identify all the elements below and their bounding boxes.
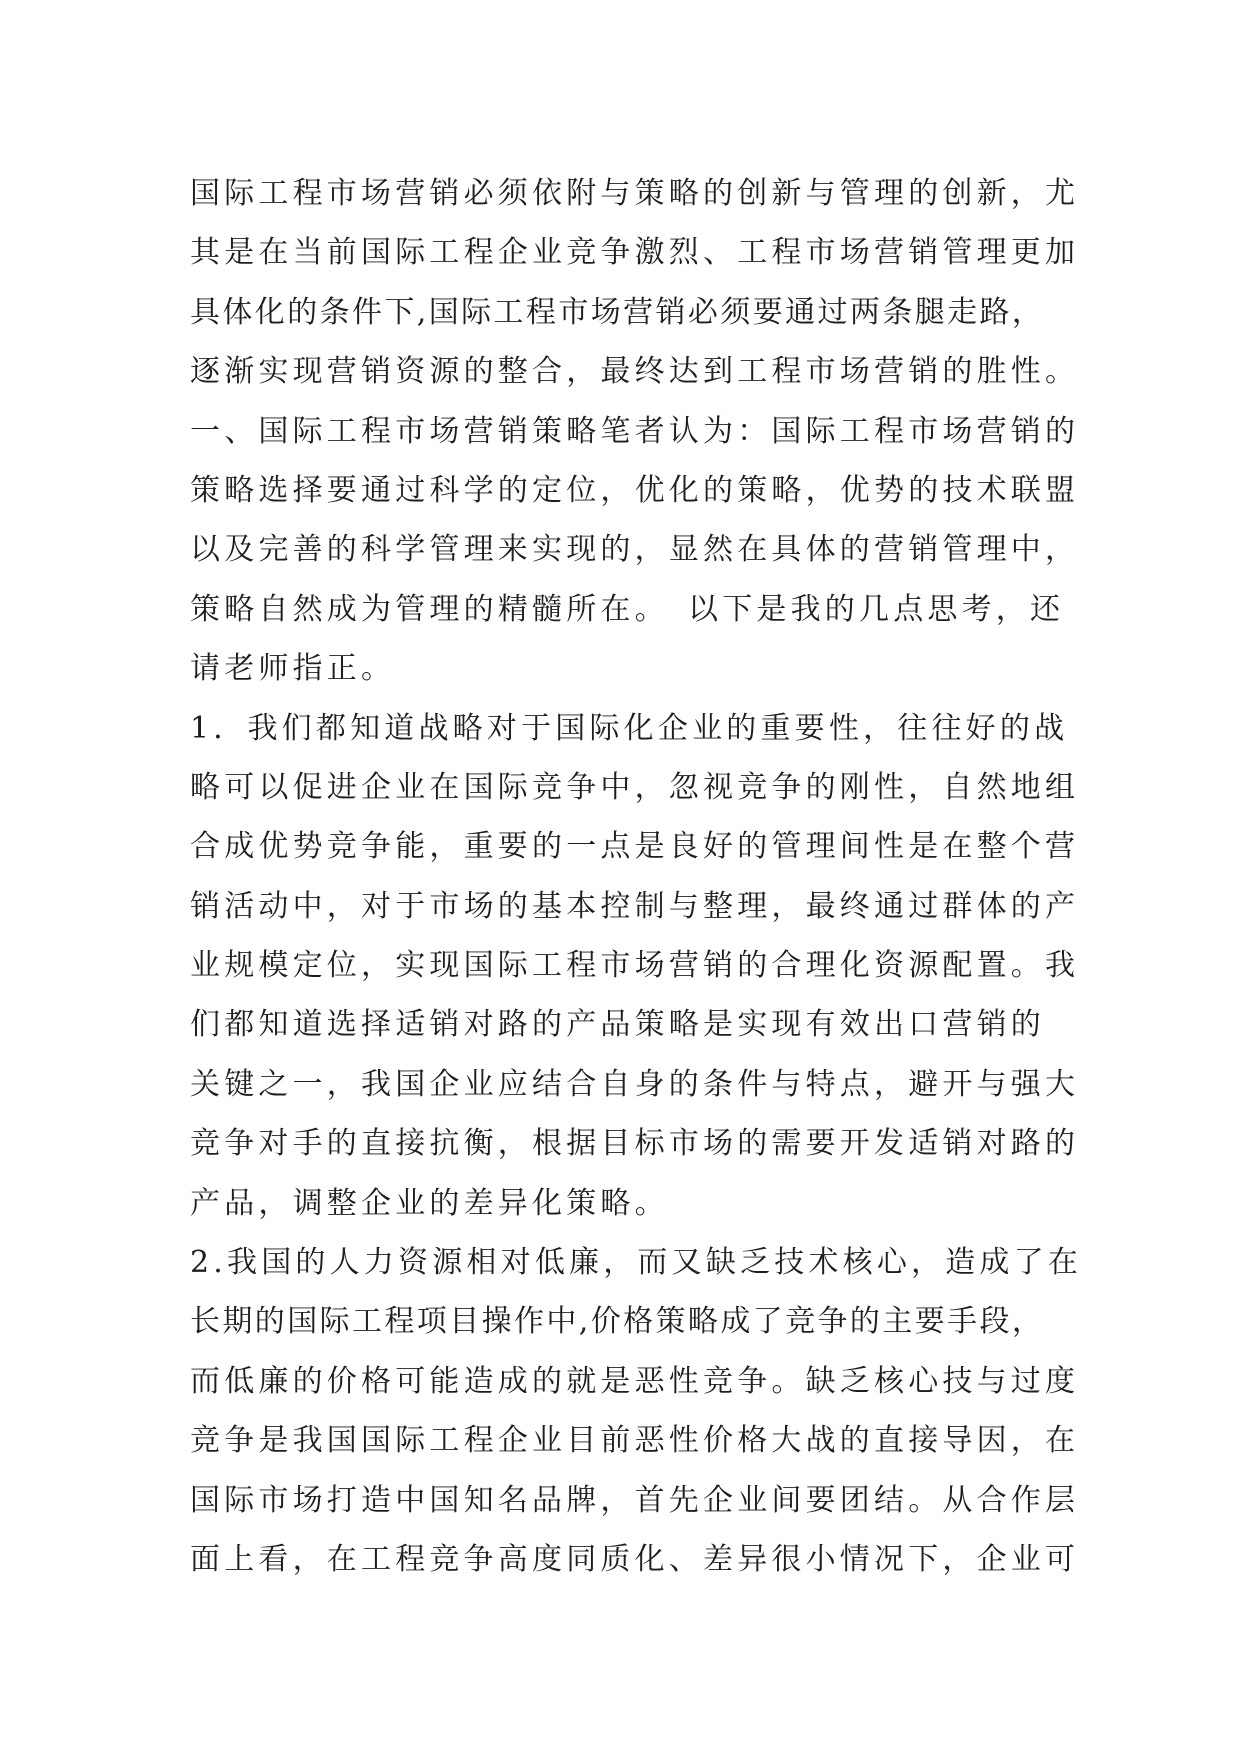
text-line: 关键之一，我国企业应结合自身的条件与特点，避开与强大 bbox=[190, 1066, 1080, 1102]
text-line: 业规模定位，实现国际工程市场营销的合理化资源配置。我 bbox=[190, 948, 1080, 984]
text-line: 请老师指正。 bbox=[190, 651, 396, 687]
text-line: 竞争是我国国际工程企业目前恶性价格大战的直接导因，在 bbox=[190, 1423, 1080, 1459]
text-line: 策略选择要通过科学的定位，优化的策略，优势的技术联盟 bbox=[190, 472, 1080, 508]
text-line: 合成优势竞争能，重要的一点是良好的管理间性是在整个营 bbox=[190, 829, 1080, 865]
text-line: 销活动中，对于市场的基本控制与整理，最终通过群体的产 bbox=[190, 888, 1080, 924]
text-line: 以及完善的科学管理来实现的，显然在具体的营销管理中， bbox=[190, 532, 1080, 568]
text-line: 逐渐实现营销资源的整合，最终达到工程市场营销的胜性。 bbox=[190, 354, 1080, 390]
text-line: 策略自然成为管理的精髓所在。 以下是我的几点思考，还 bbox=[190, 591, 1065, 627]
text-line: 1．我们都知道战略对于国际化企业的重要性，往往好的战 bbox=[190, 710, 1069, 746]
text-line: 一、国际工程市场营销策略笔者认为：国际工程市场营销的 bbox=[190, 413, 1080, 449]
text-line: 其是在当前国际工程企业竞争激烈、工程市场营销管理更加 bbox=[190, 235, 1080, 271]
text-line: 竞争对手的直接抗衡，根据目标市场的需要开发适销对路的 bbox=[190, 1126, 1080, 1162]
text-line: 具体化的条件下,国际工程市场营销必须要通过两条腿走路， bbox=[190, 294, 1045, 330]
text-line: 长期的国际工程项目操作中,价格策略成了竞争的主要手段， bbox=[190, 1304, 1045, 1340]
text-line: 面上看，在工程竞争高度同质化、差异很小情况下，企业可 bbox=[190, 1541, 1080, 1577]
text-line: 而低廉的价格可能造成的就是恶性竞争。缺乏核心技与过度 bbox=[190, 1363, 1080, 1399]
text-line: 国际市场打造中国知名品牌，首先企业间要团结。从合作层 bbox=[190, 1482, 1080, 1518]
text-line: 们都知道选择适销对路的产品策略是实现有效出口营销的 bbox=[190, 1007, 1045, 1043]
text-line: 略可以促进企业在国际竞争中，忽视竞争的刚性，自然地组 bbox=[190, 769, 1080, 805]
text-line: 国际工程市场营销必须依附与策略的创新与管理的创新，尤 bbox=[190, 176, 1080, 211]
text-line: 2.我国的人力资源相对低廉，而又缺乏技术核心，造成了在 bbox=[190, 1245, 1083, 1281]
body-text bbox=[190, 164, 1090, 1589]
text-line: 产品，调整企业的差异化策略。 bbox=[190, 1185, 669, 1221]
